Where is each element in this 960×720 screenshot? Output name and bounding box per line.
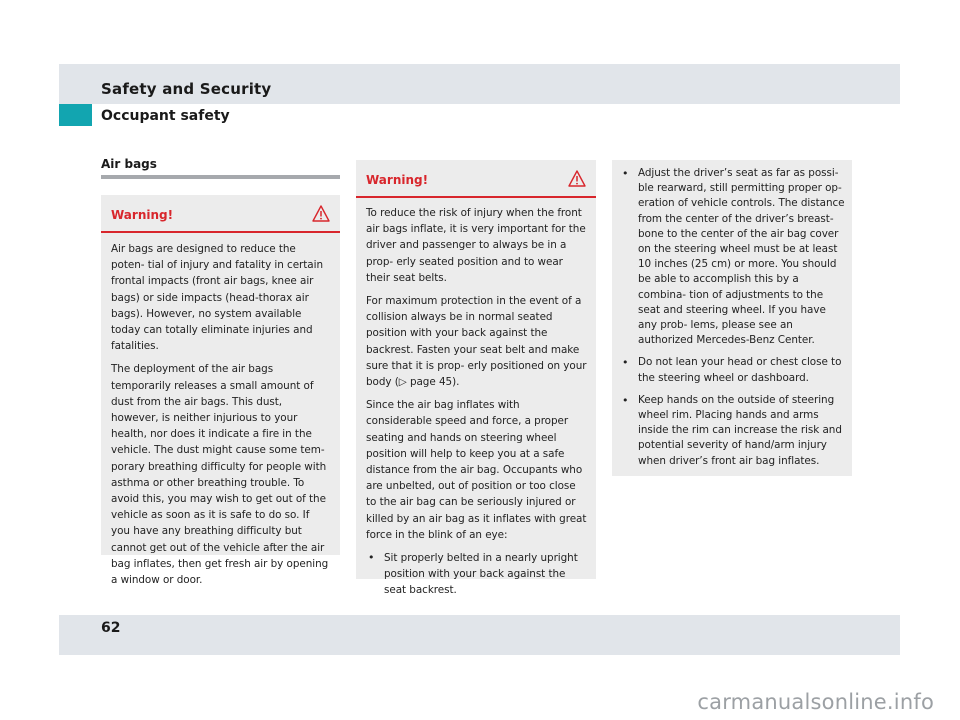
list-item: • Do not lean your head or chest close to the steering wheel or dashboard. bbox=[620, 355, 846, 385]
bullet-panel bbox=[612, 160, 852, 476]
warning-triangle-icon bbox=[568, 170, 586, 187]
list-item: • Adjust the driver’s seat as far as possi- ble rearward, still permitting proper op- eration of vehicle controls. The distance from the center of the driver’s breast- bone to the center of the air bag cover on the steering wheel must be at least 10 inches (25 cm) or more. You should be able to accomplish this by a combina- tion of adjustments to the seat and steering wheel. If you have any prob- lems, please see an authorized Mercedes-Benz Center. bbox=[620, 166, 846, 348]
section-subtitle: Occupant safety bbox=[101, 108, 230, 124]
warning-panel-2 bbox=[356, 160, 596, 597]
chapter-title: Safety and Security bbox=[101, 80, 272, 98]
air-bags-heading: Air bags bbox=[101, 157, 157, 171]
bullet-list bbox=[366, 550, 588, 599]
paragraph: For maximum protection in the event of a collision always be in normal seated position with your back against the backrest. Fasten your seat belt and make sure that it is prop- erly positioned on your body (▷ page 45). bbox=[366, 295, 587, 389]
watermark: carmanualsonline.info bbox=[697, 690, 934, 714]
warning-header bbox=[356, 160, 596, 198]
footer-band bbox=[59, 615, 900, 655]
warning-header bbox=[101, 195, 340, 233]
paragraph: To reduce the risk of injury when the front air bags inflate, it is very important for the driver and passenger to always be in a prop- erly seated position and to wear their seat belts. bbox=[366, 207, 586, 284]
paragraph: Since the air bag inflates with considerable speed and force, a proper seating and hands on steering wheel position will help to keep you at a safe distance from the air bag. Occupants who are unbelted, out of position or too close to the air bag can be seriously injured or killed by an air bag as it inflates with great force in the blink of an eye: bbox=[366, 399, 587, 541]
bullet-list bbox=[620, 166, 846, 469]
warning-label: Warning! bbox=[366, 173, 429, 187]
warning-body bbox=[101, 233, 340, 588]
list-item: • Sit properly belted in a nearly upright position with your back against the seat backrest. bbox=[366, 550, 588, 599]
warning-triangle-icon bbox=[312, 205, 330, 222]
paragraph: Air bags are designed to reduce the poten- tial of injury and fatality in certain frontal impacts (front air bags, knee air bags) or side impacts (head-thorax air bags). However, no system available today can totally eliminate injuries and fatalities. bbox=[111, 243, 323, 353]
warning-panel-1 bbox=[101, 195, 340, 587]
list-item: • Keep hands on the outside of steering wheel rim. Placing hands and arms inside the rim can increase the risk and potential severity of hand/arm injury when driver’s front air bag inflates. bbox=[620, 393, 846, 469]
paragraph: The deployment of the air bags temporarily releases a small amount of dust from the air bags. This dust, however, is neither injurious to your health, nor does it indicate a fire in the vehicle. The dust might cause some tem- porary breathing difficulty for people with asthma or other breathing trouble. To avoid this, you may wish to get out of the vehicle as soon as it is safe to do so. If you have any breathing difficulty but cannot get out of the vehicle after the air bag inflates, then get fresh air by opening a window or door. bbox=[111, 363, 329, 587]
heading-rule bbox=[101, 175, 340, 179]
page-number: 62 bbox=[101, 620, 121, 636]
accent-square bbox=[59, 104, 92, 126]
warning-body bbox=[356, 198, 596, 599]
warning-label: Warning! bbox=[111, 208, 174, 222]
bullet-body bbox=[612, 160, 852, 469]
